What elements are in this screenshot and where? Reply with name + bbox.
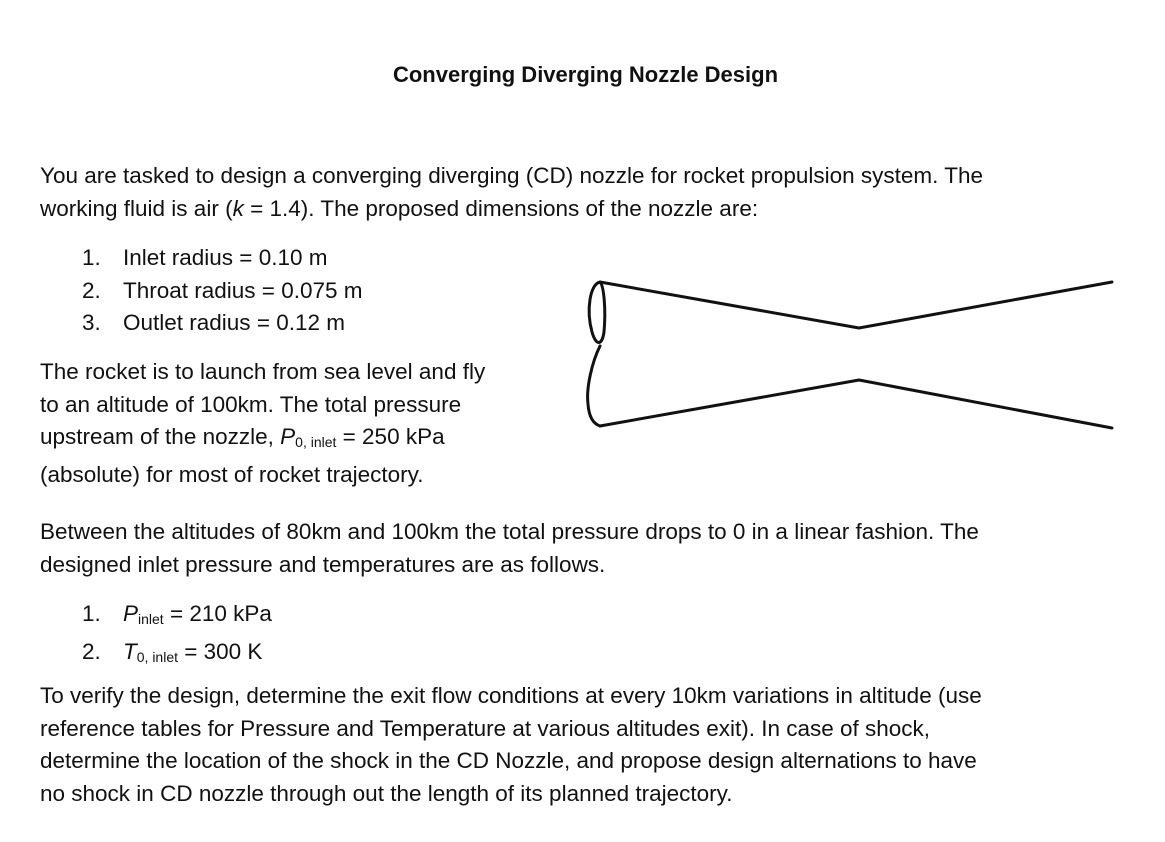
verify-line-2: reference tables for Pressure and Temperature at various altitudes exit). In case of shock,	[40, 715, 931, 741]
list-text: Inlet radius = 0.10 m	[123, 245, 328, 270]
list-item	[82, 242, 363, 275]
list-number: 2.	[82, 277, 101, 303]
inlet-pressure-symbol: P	[123, 601, 139, 626]
list-text: Throat radius = 0.075 m	[123, 277, 363, 303]
intro-paragraph	[40, 160, 983, 225]
pressure-drop-line-2: designed inlet pressure and temperatures are as follows.	[40, 551, 606, 577]
list-item	[82, 275, 363, 308]
dimensions-list	[82, 242, 363, 340]
nozzle-inlet-loop	[589, 282, 605, 343]
nozzle-lower-wall	[600, 380, 1112, 428]
page-title: Converging Diverging Nozzle Design	[392, 62, 779, 87]
trajectory-line-1: The rocket is to launch from sea level and fly	[40, 359, 486, 384]
list-number: 1.	[82, 245, 101, 270]
pressure-drop-paragraph	[40, 516, 979, 581]
inlet-temperature-symbol: T	[123, 638, 137, 664]
pressure-subscript: 0, inlet	[295, 434, 337, 450]
list-item	[82, 307, 363, 340]
intro-line-1: You are tasked to design a converging diverging (CD) nozzle for rocket propulsion system. The	[40, 163, 984, 188]
pressure-value: = 250 kPa	[336, 424, 445, 449]
list-text: Outlet radius = 0.12 m	[123, 310, 345, 335]
inlet-conditions-list	[82, 598, 272, 673]
nozzle-sketch-icon	[582, 270, 1122, 440]
intro-line-2	[40, 193, 983, 226]
verify-line-4: no shock in CD nozzle through out the length of its planned trajectory.	[40, 780, 733, 806]
intro-line-2-post: = 1.4). The proposed dimensions of the nozzle are:	[243, 195, 759, 221]
trajectory-line-3-pre: upstream of the nozzle,	[40, 424, 281, 449]
pressure-drop-line-1: Between the altitudes of 80km and 100km the total pressure drops to 0 in a linear fashion. The	[40, 519, 979, 544]
inlet-temperature-subscript: 0, inlet	[136, 648, 178, 665]
verify-line-1: To verify the design, determine the exit flow conditions at every 10km variations in altitude (use	[40, 683, 982, 708]
verify-paragraph	[40, 680, 982, 810]
trajectory-line-2: to an altitude of 100km. The total pressure	[40, 391, 462, 417]
inlet-pressure-subscript: inlet	[138, 611, 164, 627]
k-symbol: k	[232, 195, 244, 221]
verify-line-3: determine the location of the shock in the CD Nozzle, and propose design alternations to have	[40, 748, 977, 773]
trajectory-line-4: (absolute) for most of rocket trajectory.	[40, 461, 424, 487]
pressure-symbol: P	[280, 424, 296, 449]
inlet-pressure-value: = 210 kPa	[163, 601, 272, 626]
list-item	[82, 636, 272, 674]
nozzle-upper-wall	[600, 282, 1112, 328]
trajectory-line-3	[40, 421, 485, 459]
intro-line-2-pre: working fluid is air (	[40, 195, 233, 221]
list-number: 2.	[82, 638, 101, 664]
list-number: 1.	[82, 601, 101, 626]
list-number: 3.	[82, 310, 101, 335]
list-item	[82, 598, 272, 636]
inlet-temperature-value: = 300 K	[178, 638, 263, 664]
nozzle-inlet-lower-curve	[588, 346, 600, 426]
trajectory-paragraph	[40, 356, 485, 491]
